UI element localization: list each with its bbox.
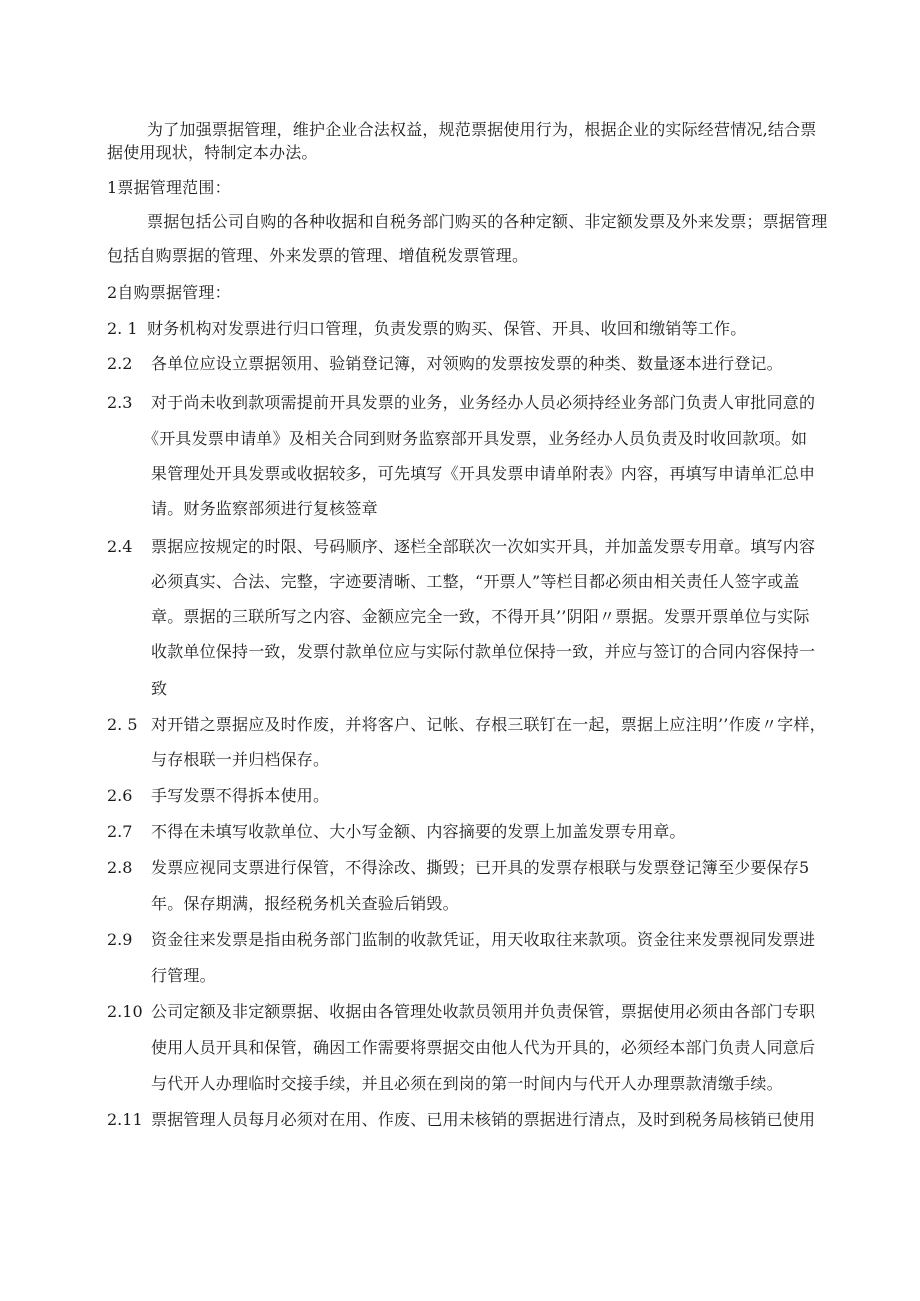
section-body-line: 票据包括公司自购的各种收据和自税务部门购买的各种定额、非定额发票及外来发票；票据管理	[147, 212, 828, 231]
clause-number: 2. 5	[107, 715, 138, 734]
clause-line: 章。票据的三联所写之内容、金额应完全一致，不得开具’’阴阳〃票据。发票开票单位与实际	[151, 607, 810, 626]
clause-line: 年。保存期满，报经税务机关查验后销毁。	[151, 894, 459, 913]
clause-line: 发票应视同支票进行保管，不得涂改、撕毁；已开具的发票存根联与发票登记簿至少要保存5	[151, 858, 810, 877]
clause-line: 使用人员开具和保管，确因工作需要将票据交由他人代为开具的，必须经本部门负责人同意后	[151, 1038, 816, 1057]
section-body-line: 包括自购票据的管理、外来发票的管理、增值税发票管理。	[107, 246, 529, 265]
clause-line: 必须真实、合法、完整，字迹要清晰、工整，“开票人”等栏目都必须由相关责任人签字或盖	[151, 572, 800, 591]
clause-number: 2.10	[107, 1002, 143, 1021]
clause-line: 对开错之票据应及时作废，并将客户、记帐、存根三联钉在一起，票据上应注明’’作废〃字样，	[151, 715, 826, 734]
clause-number: 2.2	[107, 354, 133, 373]
clause-line: 资金往来发票是指由税务部门监制的收款凭证，用天收取往来款项。资金往来发票视同发票进	[151, 930, 816, 949]
clause-line: 与代开人办理临时交接手续，并且必须在到岗的第一时间内与代开人办理票款清缴手续。	[151, 1074, 783, 1093]
clause-line: 行管理。	[151, 966, 216, 985]
clause-line: 请。财务监察部须进行复核签章	[151, 499, 378, 518]
clause-line: 对于尚未收到款项需提前开具发票的业务，业务经办人员必须持经业务部门负责人审批同意的	[151, 393, 816, 412]
clause-line: 不得在未填写收款单位、大小写金额、内容摘要的发票上加盖发票专用章。	[151, 822, 686, 841]
clause-line: 《开具发票申请单》及相关合同到财务监察部开具发票，业务经办人员负责及时收回款项。如	[143, 429, 808, 448]
clause-number: 2.4	[107, 537, 133, 556]
clause-line: 财务机构对发票进行归口管理，负责发票的购买、保管、开具、收回和缴销等工作。	[147, 319, 747, 338]
clause-line: 致	[151, 679, 168, 698]
clause-line: 票据应按规定的时限、号码顺序、逐栏全部联次一次如实开具，并加盖发票专用章。填写内容	[151, 537, 816, 556]
clause-line: 公司定额及非定额票据、收据由各管理处收款员领用并负责保管，票据使用必须由各部门专职	[151, 1002, 816, 1021]
clause-line: 与存根联一并归档保存。	[151, 750, 330, 769]
intro-line: 为了加强票据管理，维护企业合法权益，规范票据使用行为，根据企业的实际经营情况,结合票	[147, 120, 817, 139]
clause-number: 2.3	[107, 393, 133, 412]
clause-line: 收款单位保持一致，发票付款单位应与实际付款单位保持一致，并应与签订的合同内容保持一	[151, 642, 816, 661]
clause-line: 果管理处开具发票或收据较多，可先填写《开具发票申请单附表》内容，再填写申请单汇总申	[151, 464, 816, 483]
section-heading: 2自购票据管理：	[107, 283, 231, 302]
clause-number: 2. 1	[107, 319, 138, 338]
clause-line: 手写发票不得拆本使用。	[151, 786, 330, 805]
clause-number: 2.8	[107, 858, 133, 877]
clause-number: 2.11	[107, 1110, 143, 1129]
clause-number: 2.9	[107, 930, 133, 949]
clause-line: 各单位应设立票据领用、验销登记簿，对领购的发票按发票的种类、数量逐本进行登记。	[151, 354, 783, 373]
clause-number: 2.6	[107, 786, 133, 805]
intro-line: 据使用现状，特制定本办法。	[107, 143, 318, 162]
clause-number: 2.7	[107, 822, 133, 841]
clause-line: 票据管理人员每月必须对在用、作废、已用未核销的票据进行清点，及时到税务局核销已使用	[151, 1110, 816, 1129]
section-heading: 1票据管理范围：	[107, 178, 231, 197]
